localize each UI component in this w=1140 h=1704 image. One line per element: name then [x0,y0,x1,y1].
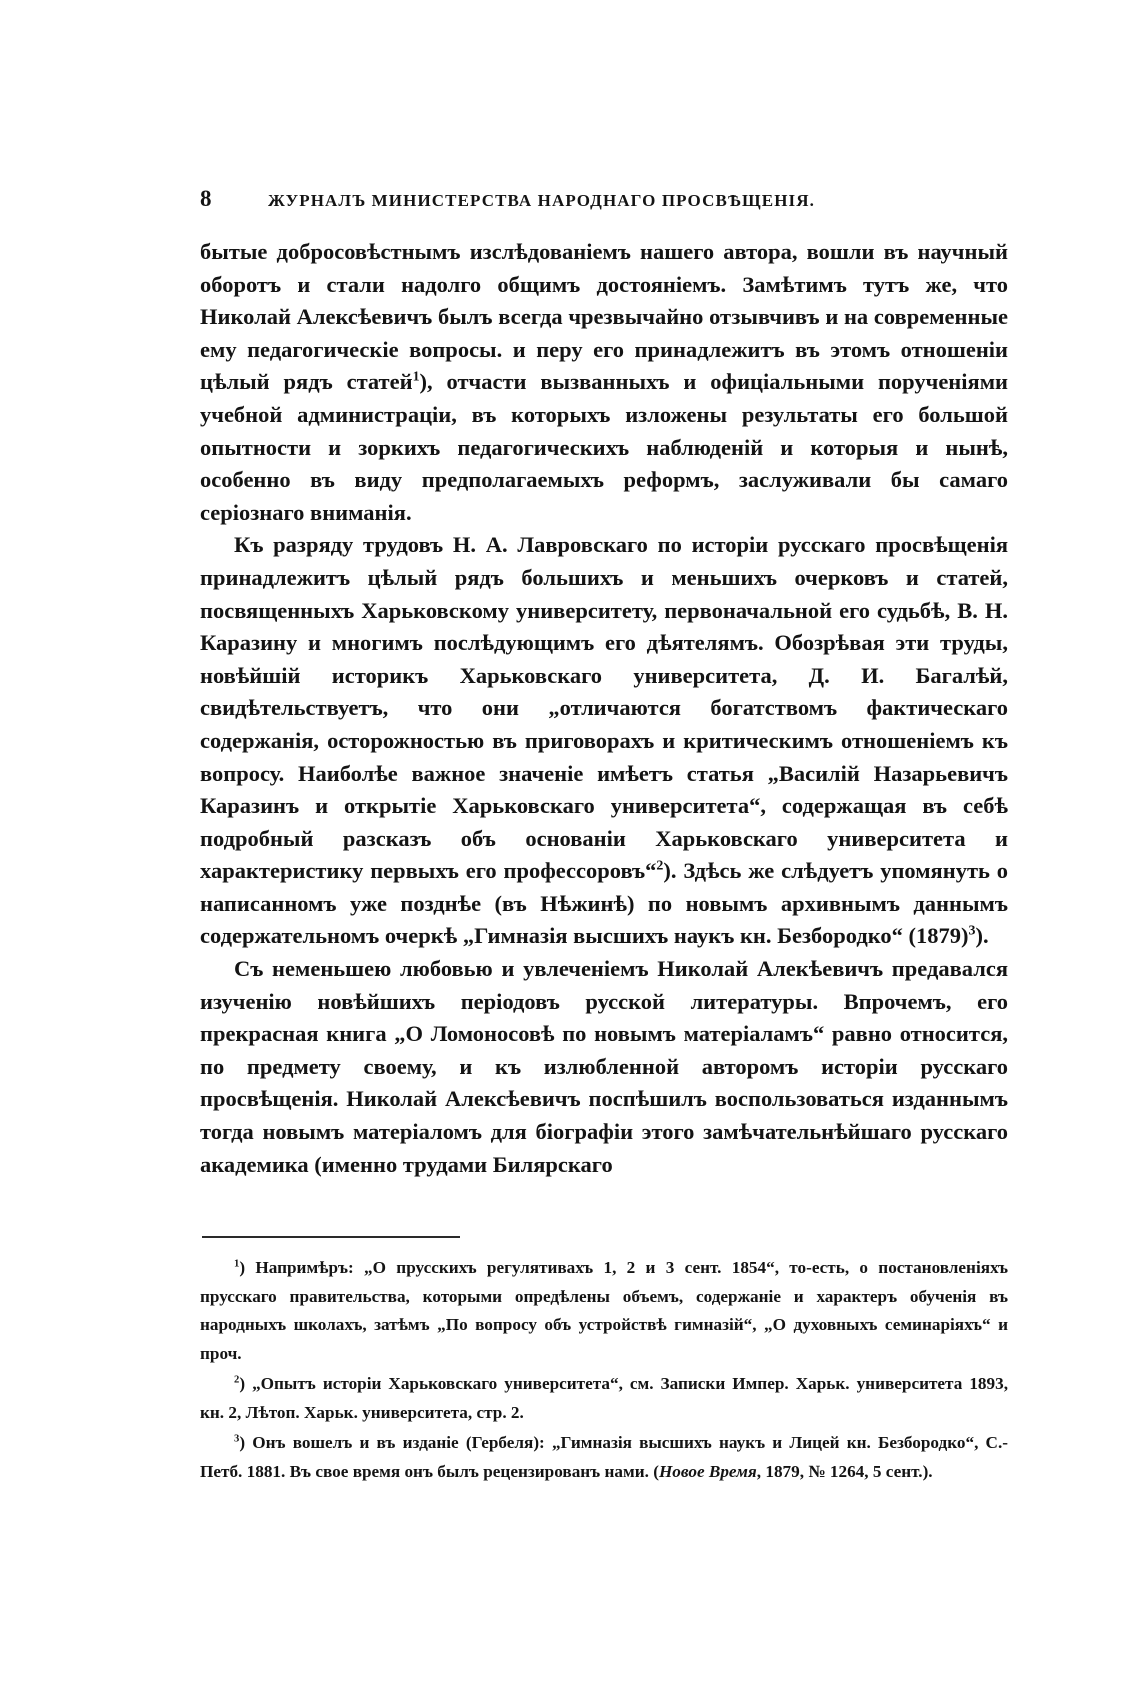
footnote-3-marker: 3 [234,1433,240,1445]
footnote-3-text-a: ) Онъ вошелъ и въ изданіе (Гербеля): „Гимназія высшихъ наукъ и Лицей кн. Безбородко“, С.-Петб. 1881. Въ свое время онъ былъ рецензированъ нами. ( [200,1433,1008,1481]
paragraph-2-part-b: ). Здѣсь же слѣдуетъ упомянуть о написанномъ уже позднѣе (въ Нѣжинѣ) по новымъ архивнымъ даннымъ содержательномъ очеркѣ „Гимназія высшихъ наукъ кн. Безбородко“ (1879) [200,858,1008,949]
footnote-2 [200,1370,1008,1427]
main-text [200,236,1008,1181]
paragraph-2 [200,529,1008,953]
footnote-3-text-b: , 1879, № 1264, 5 сент.). [756,1461,933,1481]
footnote-divider [202,1236,460,1238]
paragraph-2-part-a: Къ разряду трудовъ Н. А. Лавровскаго по исторіи русскаго просвѣщенія принадлежитъ цѣлый рядъ большихъ и меньшихъ очерковъ и статей, посвященныхъ Харьковскому университету, первоначальной его судьбѣ, В. Н. Каразину и многимъ послѣдующимъ его дѣятелямъ. Обозрѣвая эти труды, новѣйшій историкъ Харьковскаго университета, Д. И. Багалѣй, свидѣтельствуетъ, что они „отличаются богатствомъ фактическаго содержанія, осторожностью въ приговорахъ и критическимъ отношеніемъ къ вопросу. Наиболѣе важное значеніе имѣетъ статья „Василій Назарьевичъ Каразинъ и открытіе Харьковскаго университета“, содержащая въ себѣ подробный разсказъ объ основаніи Харьковскаго университета и характеристику первыхъ его профессоровъ“ [200,532,1008,884]
footnote-ref-2: 2 [656,858,664,874]
paragraph-1-part-b: ), отчасти вызванныхъ и офиціальными порученіями учебной администраціи, въ которыхъ изложены результаты его большой опытности и зоркихъ педагогическихъ наблюденій и которыя и нынѣ, особенно въ виду предполагаемыхъ реформъ, заслуживали бы самаго серіознаго вниманія. [200,369,1008,525]
footnote-ref-1: 1 [412,369,420,385]
footnotes [200,1254,1008,1488]
footnote-1 [200,1254,1008,1368]
paragraph-3-text: Съ неменьшею любовью и увлеченіемъ Николай Алекѣевичъ предавался изученію новѣйшихъ періодовъ русской литературы. Впрочемъ, его прекрасная книга „О Ломоносовѣ по новымъ матеріаламъ“ равно относится, по предмету своему, и къ излюбленной авторомъ исторіи русскаго просвѣщенія. Николай Алексѣевичъ поспѣшилъ воспользоваться изданнымъ тогда новымъ матеріаломъ для біографіи этого замѣчательнѣйшаго русскаго академика (именно трудами Билярскаго [200,956,1008,1177]
running-head [200,186,1000,216]
footnote-3-journal: Новое Время [658,1461,757,1481]
footnote-3 [200,1429,1008,1486]
footnote-1-text: ) Напримѣръ: „О прусскихъ регулятивахъ 1, 2 и 3 сент. 1854“, то-есть, о постановленіяхъ прусскаго правительства, которыми опредѣлены объемъ, содержаніе и характеръ обученія въ народныхъ школахъ, затѣмъ „По вопросу объ устройствѣ гимназій“, „О духовныхъ семинаріяхъ“ и проч. [200,1258,1008,1363]
paragraph-1-part-a: бытые добросовѣстнымъ изслѣдованіемъ нашего автора, вошли въ научный оборотъ и стали надолго общимъ достояніемъ. Замѣтимъ тутъ же, что Николай Алексѣевичъ былъ всегда чрезвычайно отзывчивъ и на современные ему педагогическіе вопросы. и перу его принадлежитъ въ этомъ отношеніи цѣлый рядъ статей [200,239,1008,395]
paragraph-3 [200,953,1008,1181]
paragraph-1 [200,236,1008,529]
footnote-1-marker: 1 [234,1258,240,1270]
footnote-ref-3: 3 [968,923,976,939]
journal-title: ЖУРНАЛЪ МИНИСТЕРСТВА НАРОДНАГО ПРОСВѢЩЕНІЯ. [268,191,815,210]
page-number: 8 [200,186,212,211]
paragraph-2-part-c: ). [975,923,989,949]
footnote-2-text: ) „Опытъ исторіи Харьковскаго университета“, см. Записки Импер. Харьк. университета 1893, кн. 2, Лѣтоп. Харьк. университета, стр. 2. [200,1374,1008,1422]
footnote-2-marker: 2 [234,1374,240,1386]
